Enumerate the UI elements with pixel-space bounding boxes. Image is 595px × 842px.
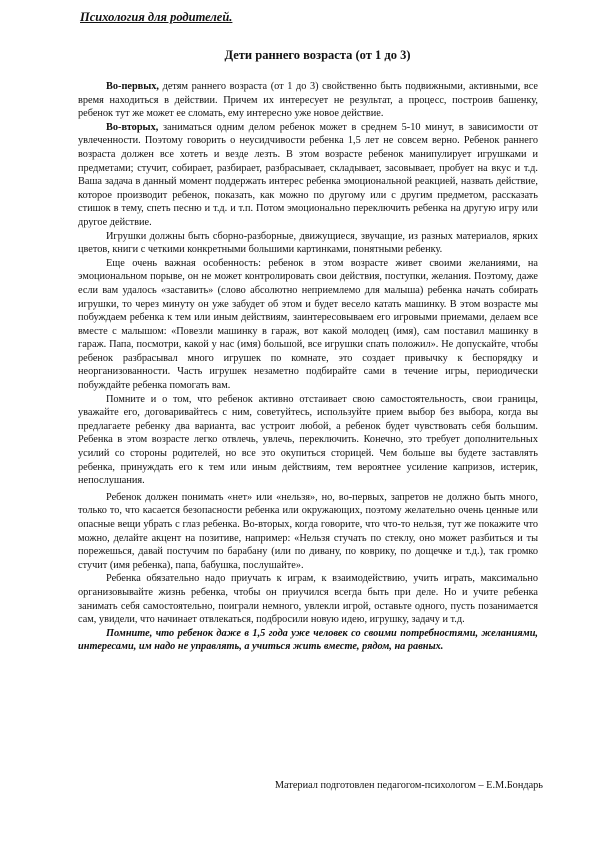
paragraph-lead: Во-первых, (106, 81, 159, 92)
paragraph (78, 257, 538, 393)
paragraph-text: Игрушки должны быть сборно-разборные, движущиеся, звучащие, из разных материалов, ярких цветов, книги с четкими конкретными большими картинками, понятными ребенку. (78, 230, 538, 256)
paragraph (78, 572, 538, 626)
author-credit: Материал подготовлен педагогом-психологом – Е.М.Бондарь (274, 780, 543, 791)
paragraph-text: Ребенок должен понимать «нет» или «нельзя», но, во-первых, запретов не должно быть много, только то, что касается безопасности ребенка или окружающих, поэтому желательно очень ценные или опасные вещи убрать с глаз ребенка. Во-вторых, когда говорите, что что-то нельзя, тут же покажите что можно, делайте акцент на позитиве, например: «Нельзя стучать по стеклу, оно может разбиться и ты порежешься, давай постучим по барабану (или по дивану, по коврику, по дощечке и т.д.), так громко стучит (имя ребенка), папа, бабушка, послушайте». (78, 491, 538, 571)
article-body (78, 80, 538, 654)
paragraph (78, 230, 538, 257)
paragraph-text: заниматься одним делом ребенок может в среднем 5-10 минут, в зависимости от увлеченности. Поэтому говорить о неусидчивости ребенка 1,5 лет не совсем верно. Ребенок раннего возраста должен все хотеть и везде лезть. В этом возрасте ребенок манипулирует игрушками и предметами; стучит, собирает, разбирает, разбрасывает, складывает, засовывает, пробует на вкус и т.д. Ваша задача в данный момент поддержать интерес ребенка эмоциональной реакцией, назвать действие, которое производит ребенок, показать, как можно по другому или с другим предметом, рассказать стишок в тему, спеть песню и т.д. и т.п. Потом эмоционально переключить ребенка на другую игру или другое действие. (78, 121, 538, 228)
paragraph-text: Еще очень важная особенность: ребенок в этом возрасте живет своими желаниями, на эмоциональном порыве, он не может контролировать свои действия, поступки, желания. Поэтому, даже если вам удалось «заставить» (слово абсолютно неприемлемо для малыша) ребенка начать собирать игрушки, то через минуту он уже забудет об этом и будет весело катать машинку. В этом возрасте мы побуждаем ребенка к тем или иным действиям, заинтересовываем его игровыми приемами, делаем все вместе с малышом: «Повезли машинку в гараж, вот какой молодец (имя), сам поставил машинку в гараж. Папа, посмотри, какой у нас (имя) большой, все игрушки спать положил». Не допускайте, чтобы ребенок разбрасывал много игрушек по комнате, это создает привычку к беспорядку и неорганизованности. Часть игрушек незаметно подбирайте сами в течение игры, периодически побуждайте ребенка помогать вам. (78, 257, 538, 392)
page-title: Дети раннего возраста (от 1 до 3) (224, 48, 411, 62)
paragraph (78, 393, 538, 488)
paragraph-text: Помните, что ребенок даже в 1,5 года уже человек со своими потребностями, желаниями, интересами, им надо не управлять, а учиться жить вместе, рядом, на равных. (78, 627, 538, 653)
paragraph-text: Помните и о том, что ребенок активно отстаивает свою самостоятельность, свои границы, уважайте его, договаривайтесь с ним, советуйтесь, используйте прием выбор без выбора, когда вы предлагаете ребенку два варианта, вас устроит любой, а ребенок будет чувствовать себя большим. Ребенка в этом возрасте легко отвлечь, увлечь, переключить. Конечно, это требует дополнительных усилий со стороны родителей, но все это окупиться сторицей. Чем больше вы будете заставлять ребенка, принуждать его к тем или иным действиям, тем вероятнее усиление капризов, истерик, непослушания. (78, 393, 538, 487)
paragraph-text: Ребенка обязательно надо приучать к играм, к взаимодействию, учить играть, максимально организовывайте жизнь ребенка, чтобы он приучился всегда быть при деле. Но и учите ребенка занимать себя самостоятельно, поиграли немного, увлекли игрой, оставьте одного, пусть позанимается сам, увидели, что начинает отвлекаться, подбросили новую идею, игрушку, задачу и т.д. (78, 573, 538, 626)
paragraph-lead: Во-вторых, (106, 121, 159, 133)
paragraph-text: детям раннего возраста (от 1 до 3) свойственно быть подвижными, активными, все время находиться в действии. Причем их интересует не результат, а процесс, построив башенку, ребенок тут же может ее сломать, ему интересно уже новое действие. (78, 81, 538, 120)
section-header: Психология для родителей. (80, 10, 233, 24)
paragraph (78, 121, 538, 230)
paragraph (78, 80, 538, 121)
paragraph (78, 491, 538, 573)
paragraph (78, 627, 538, 654)
